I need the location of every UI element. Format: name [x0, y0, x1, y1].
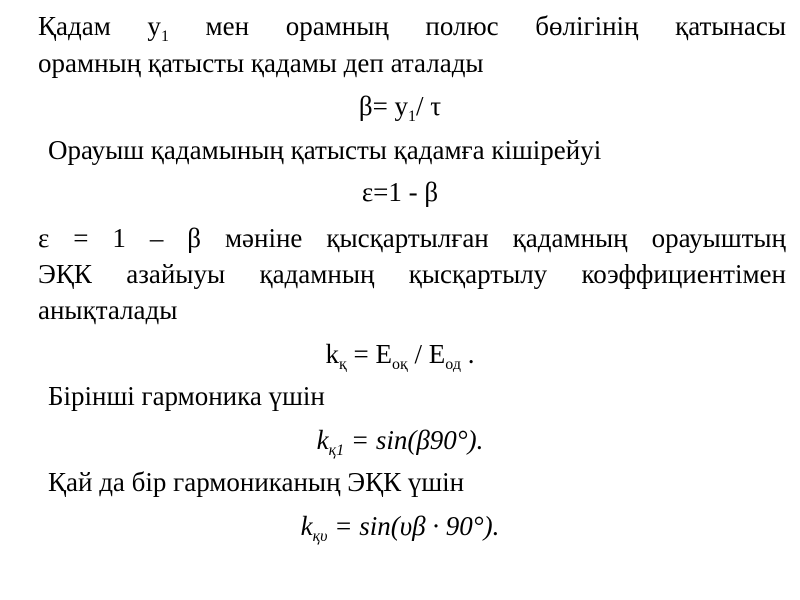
subscript: қ1 [328, 442, 345, 459]
formula-text: k [316, 425, 329, 455]
subscript: қυ [312, 528, 328, 545]
formula-k1 [0, 424, 800, 459]
paragraph-3-line-1: ε = 1 – β мәніне қысқартылған қадамның орауыштың [38, 223, 786, 253]
subscript: 1 [160, 28, 169, 45]
subscript: оқ [392, 356, 408, 373]
paragraph-1-line-1 [38, 10, 786, 45]
text: Қадам y [38, 11, 161, 41]
paragraph-5: Қай да бір гармониканың ЭҚК үшін [48, 467, 465, 497]
formula-text: = E [346, 339, 393, 369]
formula-epsilon: ε=1 - β [361, 177, 439, 207]
paragraph-3-line-3: анықталады [38, 295, 178, 325]
formula-text: k [325, 339, 339, 369]
formula-k [0, 338, 800, 373]
subscript: од [445, 356, 461, 373]
paragraph-2: Орауыш қадамының қатысты қадамға кішірейуі [48, 135, 602, 165]
subscript: 1 [408, 108, 417, 125]
formula-kv [0, 510, 800, 545]
formula-text: / E [407, 339, 446, 369]
formula-text: β= y [358, 91, 409, 121]
paragraph-4: Бірінші гармоника үшін [48, 381, 325, 411]
formula-beta [0, 90, 800, 125]
paragraph-1-line-2: орамның қатысты қадамы деп аталады [38, 48, 484, 78]
text: мен орамның полюс бөлігінің қатынасы [168, 11, 786, 41]
formula-text: . [460, 339, 475, 369]
paragraph-3-line-2: ЭҚК азайыуы қадамның қысқартылу коэффициентімен [38, 259, 786, 289]
formula-text: k [300, 511, 313, 541]
formula-text: = sin(β90°). [344, 425, 484, 455]
formula-text: = sin(υβ · 90°). [327, 511, 500, 541]
subscript: қ [339, 356, 347, 373]
formula-text: / τ [416, 91, 442, 121]
